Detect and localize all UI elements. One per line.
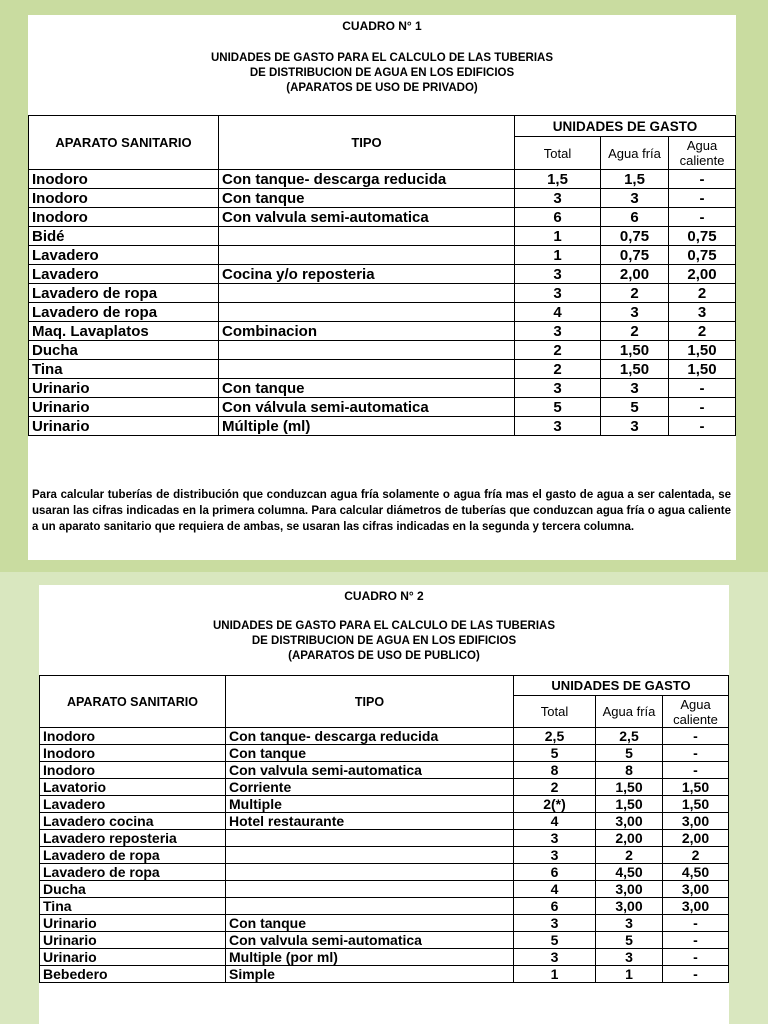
cell-agua-caliente: 2 bbox=[669, 284, 736, 303]
cell-agua-fria: 1,50 bbox=[596, 796, 663, 813]
cell-aparato: Bidé bbox=[29, 227, 219, 246]
cell-total: 3 bbox=[515, 284, 601, 303]
cell-agua-caliente: 1,50 bbox=[663, 796, 729, 813]
cuadro-2-title: CUADRO N° 2 bbox=[344, 589, 424, 603]
cell-agua-caliente: - bbox=[663, 932, 729, 949]
cell-agua-fria: 8 bbox=[596, 762, 663, 779]
cell-agua-fria: 3 bbox=[601, 379, 669, 398]
cuadro-1-title: CUADRO N° 1 bbox=[342, 19, 422, 33]
cell-total: 4 bbox=[514, 881, 596, 898]
cell-aparato: Bebedero bbox=[40, 966, 226, 983]
cell-agua-fria: 6 bbox=[601, 208, 669, 227]
cell-total: 3 bbox=[515, 379, 601, 398]
col-header-agua-caliente bbox=[663, 696, 729, 728]
cell-aparato: Lavadero bbox=[29, 246, 219, 265]
cell-agua-caliente: - bbox=[663, 762, 729, 779]
cell-tipo bbox=[219, 341, 515, 360]
table-row bbox=[29, 398, 736, 417]
cell-agua-fria: 2 bbox=[596, 847, 663, 864]
cell-tipo bbox=[226, 864, 514, 881]
cell-aparato: Lavadero de ropa bbox=[40, 864, 226, 881]
cell-aparato: Inodoro bbox=[29, 208, 219, 227]
cell-aparato: Inodoro bbox=[40, 728, 226, 745]
cell-agua-caliente: 3 bbox=[669, 303, 736, 322]
col-header-aparato: APARATO SANITARIO bbox=[40, 676, 226, 728]
cell-aparato: Lavadero reposteria bbox=[40, 830, 226, 847]
table-row bbox=[29, 341, 736, 360]
cell-total: 5 bbox=[514, 932, 596, 949]
table-row bbox=[29, 227, 736, 246]
cell-tipo bbox=[219, 227, 515, 246]
cell-agua-fria: 1,50 bbox=[601, 341, 669, 360]
table-row bbox=[40, 830, 729, 847]
table-row bbox=[29, 322, 736, 341]
col-header-aparato: APARATO SANITARIO bbox=[29, 116, 219, 170]
table-row bbox=[29, 379, 736, 398]
cuadro-1-note: Para calcular tuberías de distribución que conduzcan agua fría solamente o agua fría mas el gasto de agua a ser calentada, se usaran las cifras indicadas en la primera columna. Para calcular diámetros de tuberías que conduzcan agua fría o agua caliente a un aparato sanitario que requiera de ambas, se usaran las cifras indicadas en la segunda y tercera columna. bbox=[32, 489, 731, 533]
cuadro-2-body bbox=[40, 728, 729, 983]
cell-aparato: Ducha bbox=[29, 341, 219, 360]
cell-agua-caliente: - bbox=[663, 728, 729, 745]
cell-agua-fria: 3 bbox=[601, 417, 669, 436]
cell-aparato: Maq. Lavaplatos bbox=[29, 322, 219, 341]
cell-tipo bbox=[226, 830, 514, 847]
cuadro-1-body bbox=[29, 170, 736, 436]
cuadro-2-heading-line-1: UNIDADES DE GASTO PARA EL CALCULO DE LAS TUBERIAS bbox=[212, 620, 556, 632]
cell-agua-caliente: - bbox=[669, 189, 736, 208]
cell-aparato: Lavadero de ropa bbox=[40, 847, 226, 864]
cell-agua-fria: 3 bbox=[596, 915, 663, 932]
cell-total: 2(*) bbox=[514, 796, 596, 813]
cell-total: 8 bbox=[514, 762, 596, 779]
cell-agua-caliente: - bbox=[669, 379, 736, 398]
table-row bbox=[29, 189, 736, 208]
cell-total: 6 bbox=[514, 898, 596, 915]
cell-agua-fria: 3 bbox=[596, 949, 663, 966]
cell-agua-fria: 5 bbox=[596, 745, 663, 762]
cell-aparato: Tina bbox=[40, 898, 226, 915]
cell-tipo bbox=[226, 847, 514, 864]
agua-fria-label: Agua fría bbox=[602, 704, 656, 719]
cell-total: 3 bbox=[515, 189, 601, 208]
table-row bbox=[40, 898, 729, 915]
cell-tipo: Con tanque bbox=[219, 379, 515, 398]
cell-tipo: Con tanque bbox=[219, 189, 515, 208]
table-row bbox=[40, 949, 729, 966]
cell-total: 3 bbox=[515, 322, 601, 341]
agua-caliente-label: Agua caliente bbox=[673, 696, 718, 727]
cell-tipo bbox=[219, 284, 515, 303]
cell-agua-fria: 2,00 bbox=[601, 265, 669, 284]
cell-tipo bbox=[226, 898, 514, 915]
table-row bbox=[40, 847, 729, 864]
cell-tipo: Corriente bbox=[226, 779, 514, 796]
cell-aparato: Urinario bbox=[29, 398, 219, 417]
cell-agua-caliente: 3,00 bbox=[663, 881, 729, 898]
cell-agua-caliente: 3,00 bbox=[663, 898, 729, 915]
cell-total: 2 bbox=[515, 341, 601, 360]
cell-tipo: Combinacion bbox=[219, 322, 515, 341]
cell-tipo: Simple bbox=[226, 966, 514, 983]
cuadro-2-heading-line-2: DE DISTRIBUCION DE AGUA EN LOS EDIFICIOS bbox=[251, 635, 517, 647]
cell-aparato: Lavadero cocina bbox=[40, 813, 226, 830]
cell-tipo: Con tanque- descarga reducida bbox=[219, 170, 515, 189]
cell-aparato: Lavadero bbox=[40, 796, 226, 813]
col-header-tipo: TIPO bbox=[226, 676, 514, 728]
cell-aparato: Inodoro bbox=[40, 762, 226, 779]
cell-aparato: Lavadero bbox=[29, 265, 219, 284]
cell-total: 2 bbox=[514, 779, 596, 796]
cuadro-1-sheet bbox=[28, 15, 736, 560]
cell-total: 2 bbox=[515, 360, 601, 379]
cell-agua-fria: 2,5 bbox=[596, 728, 663, 745]
cell-agua-fria: 1,50 bbox=[596, 779, 663, 796]
cell-total: 5 bbox=[515, 398, 601, 417]
table-row bbox=[29, 284, 736, 303]
col-header-tipo: TIPO bbox=[219, 116, 515, 170]
cell-tipo: Con valvula semi-automatica bbox=[226, 762, 514, 779]
cell-agua-caliente: - bbox=[669, 398, 736, 417]
cuadro-2-sheet bbox=[39, 585, 729, 1024]
table-row bbox=[40, 915, 729, 932]
cell-total: 1 bbox=[515, 227, 601, 246]
col-header-unidades: UNIDADES DE GASTO bbox=[515, 116, 736, 137]
cell-agua-caliente: 2 bbox=[663, 847, 729, 864]
table-row bbox=[40, 881, 729, 898]
cell-aparato: Lavatorio bbox=[40, 779, 226, 796]
cell-aparato: Lavadero de ropa bbox=[29, 284, 219, 303]
table-row bbox=[40, 864, 729, 881]
cell-tipo: Múltiple (ml) bbox=[219, 417, 515, 436]
cell-agua-fria: 5 bbox=[596, 932, 663, 949]
cell-total: 1 bbox=[514, 966, 596, 983]
cell-total: 1 bbox=[515, 246, 601, 265]
cell-total: 1,5 bbox=[515, 170, 601, 189]
cell-aparato: Lavadero de ropa bbox=[29, 303, 219, 322]
cell-agua-caliente: 1,50 bbox=[663, 779, 729, 796]
cell-agua-caliente: 1,50 bbox=[669, 341, 736, 360]
table-row bbox=[40, 779, 729, 796]
cell-agua-fria: 3,00 bbox=[596, 898, 663, 915]
cell-total: 3 bbox=[514, 830, 596, 847]
table-row bbox=[40, 966, 729, 983]
cell-tipo: Multiple (por ml) bbox=[226, 949, 514, 966]
cell-agua-caliente: 2,00 bbox=[669, 265, 736, 284]
cell-tipo: Cocina y/o reposteria bbox=[219, 265, 515, 284]
cell-tipo bbox=[219, 360, 515, 379]
cell-tipo: Hotel restaurante bbox=[226, 813, 514, 830]
cell-total: 3 bbox=[514, 949, 596, 966]
cell-agua-caliente: 0,75 bbox=[669, 246, 736, 265]
cell-aparato: Urinario bbox=[29, 379, 219, 398]
cuadro-1-heading-line-3: (APARATOS DE USO DE PRIVADO) bbox=[286, 82, 478, 94]
cell-aparato: Urinario bbox=[40, 949, 226, 966]
cell-aparato: Urinario bbox=[40, 915, 226, 932]
cell-aparato: Urinario bbox=[29, 417, 219, 436]
cell-total: 3 bbox=[514, 847, 596, 864]
cell-agua-fria: 1,5 bbox=[601, 170, 669, 189]
table-row bbox=[29, 170, 736, 189]
table-row bbox=[40, 813, 729, 830]
cell-aparato: Inodoro bbox=[29, 189, 219, 208]
cuadro-2-heading-line-3: (APARATOS DE USO DE PUBLICO) bbox=[288, 650, 480, 662]
cell-aparato: Tina bbox=[29, 360, 219, 379]
cell-agua-fria: 2 bbox=[601, 284, 669, 303]
cell-agua-fria: 3,00 bbox=[596, 881, 663, 898]
col-header-agua-caliente bbox=[669, 137, 736, 170]
table-row bbox=[40, 932, 729, 949]
cell-aparato: Inodoro bbox=[29, 170, 219, 189]
cell-total: 6 bbox=[514, 864, 596, 881]
cell-total: 5 bbox=[514, 745, 596, 762]
cell-agua-fria: 1,50 bbox=[601, 360, 669, 379]
cell-total: 4 bbox=[514, 813, 596, 830]
cell-agua-fria: 3 bbox=[601, 189, 669, 208]
cell-total: 3 bbox=[515, 417, 601, 436]
table-row bbox=[29, 265, 736, 284]
table-row bbox=[40, 728, 729, 745]
cell-tipo: Con válvula semi-automatica bbox=[219, 398, 515, 417]
cell-agua-fria: 0,75 bbox=[601, 227, 669, 246]
cell-agua-fria: 1 bbox=[596, 966, 663, 983]
col-header-agua-fria bbox=[601, 137, 669, 170]
cell-tipo: Con tanque- descarga reducida bbox=[226, 728, 514, 745]
cell-agua-fria: 2,00 bbox=[596, 830, 663, 847]
table-row bbox=[29, 208, 736, 227]
col-header-total: Total bbox=[514, 696, 596, 728]
cell-agua-caliente: 2,00 bbox=[663, 830, 729, 847]
table-row bbox=[29, 360, 736, 379]
cell-agua-fria: 0,75 bbox=[601, 246, 669, 265]
cell-agua-fria: 2 bbox=[601, 322, 669, 341]
cell-tipo: Con valvula semi-automatica bbox=[219, 208, 515, 227]
cell-agua-caliente: - bbox=[669, 417, 736, 436]
table-row bbox=[29, 417, 736, 436]
cell-agua-caliente: - bbox=[663, 745, 729, 762]
cell-total: 2,5 bbox=[514, 728, 596, 745]
cell-tipo: Con tanque bbox=[226, 745, 514, 762]
cell-aparato: Urinario bbox=[40, 932, 226, 949]
cuadro-1-heading-line-2: DE DISTRIBUCION DE AGUA EN LOS EDIFICIOS bbox=[249, 67, 515, 79]
table-row bbox=[40, 745, 729, 762]
cell-total: 3 bbox=[514, 915, 596, 932]
table-row bbox=[40, 762, 729, 779]
col-header-unidades: UNIDADES DE GASTO bbox=[514, 676, 729, 696]
cell-agua-caliente: 0,75 bbox=[669, 227, 736, 246]
cuadro-1-table bbox=[28, 115, 736, 436]
table-row bbox=[29, 303, 736, 322]
cell-tipo bbox=[219, 303, 515, 322]
cell-total: 3 bbox=[515, 265, 601, 284]
cuadro-1-heading-line-1: UNIDADES DE GASTO PARA EL CALCULO DE LAS TUBERIAS bbox=[210, 52, 554, 64]
table-row bbox=[40, 796, 729, 813]
cell-agua-caliente: 4,50 bbox=[663, 864, 729, 881]
cuadro-2-table bbox=[39, 675, 729, 983]
cell-agua-caliente: 1,50 bbox=[669, 360, 736, 379]
cell-agua-fria: 5 bbox=[601, 398, 669, 417]
agua-fria-label: Agua fría bbox=[608, 145, 661, 161]
cell-aparato: Ducha bbox=[40, 881, 226, 898]
cell-agua-caliente: - bbox=[663, 915, 729, 932]
cell-tipo: Multiple bbox=[226, 796, 514, 813]
cell-agua-fria: 3,00 bbox=[596, 813, 663, 830]
cell-total: 6 bbox=[515, 208, 601, 227]
cell-tipo: Con valvula semi-automatica bbox=[226, 932, 514, 949]
cell-tipo: Con tanque bbox=[226, 915, 514, 932]
cuadro-1-header bbox=[28, 15, 736, 111]
cell-tipo bbox=[226, 881, 514, 898]
cell-agua-fria: 3 bbox=[601, 303, 669, 322]
cell-aparato: Inodoro bbox=[40, 745, 226, 762]
cuadro-2-header bbox=[39, 585, 729, 675]
table-row bbox=[29, 246, 736, 265]
cell-total: 4 bbox=[515, 303, 601, 322]
col-header-total: Total bbox=[515, 137, 601, 170]
agua-caliente-label: Agua caliente bbox=[679, 138, 725, 168]
cell-agua-caliente: - bbox=[663, 966, 729, 983]
cell-agua-caliente: - bbox=[669, 170, 736, 189]
cell-agua-caliente: - bbox=[669, 208, 736, 227]
cell-agua-caliente: - bbox=[663, 949, 729, 966]
cell-agua-caliente: 3,00 bbox=[663, 813, 729, 830]
cell-agua-caliente: 2 bbox=[669, 322, 736, 341]
cell-agua-fria: 4,50 bbox=[596, 864, 663, 881]
cell-tipo bbox=[219, 246, 515, 265]
col-header-agua-fria bbox=[596, 696, 663, 728]
